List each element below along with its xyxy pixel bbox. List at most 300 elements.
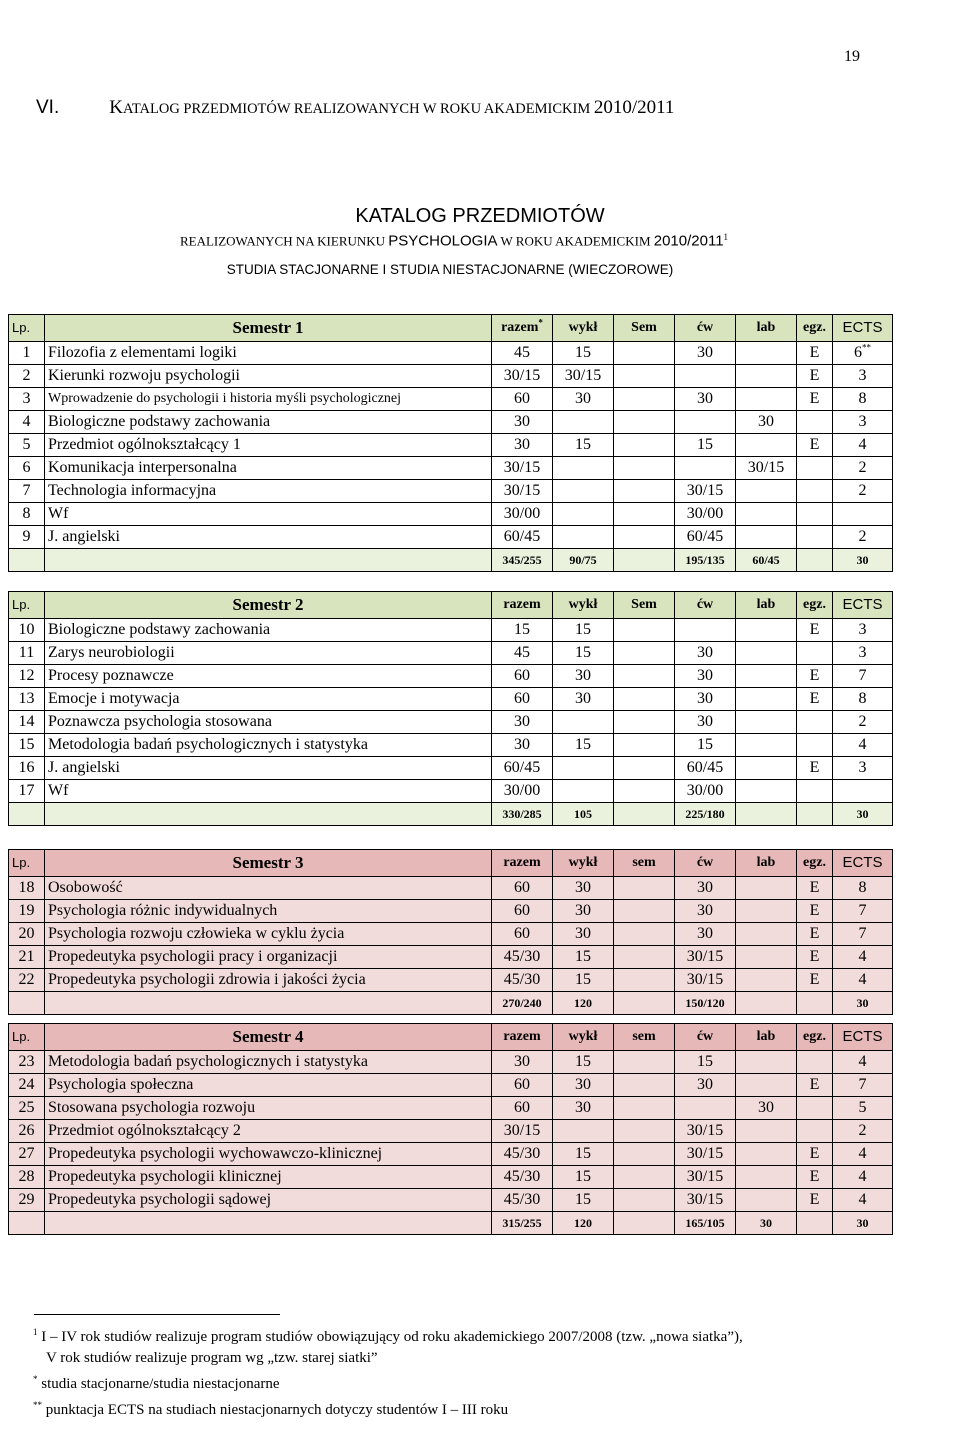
table-header-row (9, 315, 893, 342)
table-row (9, 1051, 893, 1074)
cell-name: Metodologia badań psychologicznych i statystyka (45, 734, 492, 757)
semester-title: Semestr 2 (45, 592, 492, 619)
cell-wykl: 15 (553, 642, 614, 665)
cell-razem: 30 (492, 1051, 553, 1074)
cell-name: Wprowadzenie do psychologii i historia myśli psychologicznej (45, 388, 492, 411)
cell-ects: 3 (833, 642, 893, 665)
cell-cw: 30 (675, 900, 736, 923)
table-row (9, 1120, 893, 1143)
cell-ects (833, 342, 893, 365)
summary-sem (614, 549, 675, 572)
catalog-subtitle-year: 2010/2011 (653, 232, 724, 250)
cell-lab: 30 (736, 1097, 797, 1120)
summary-sem (614, 1212, 675, 1235)
cell-lab (736, 711, 797, 734)
cell-egz: E (797, 619, 833, 642)
cell-name: Komunikacja interpersonalna (45, 457, 492, 480)
cell-ects: 3 (833, 757, 893, 780)
cell-egz: E (797, 1166, 833, 1189)
column-header-sem: Sem (614, 315, 675, 342)
cell-sem (614, 946, 675, 969)
summary-egz (797, 1212, 833, 1235)
cell-lab (736, 1074, 797, 1097)
table-row (9, 411, 893, 434)
cell-ects: 3 (833, 411, 893, 434)
cell-wykl: 15 (553, 1189, 614, 1212)
cell-lab (736, 734, 797, 757)
cell-cw: 30/15 (675, 1189, 736, 1212)
cell-razem: 60 (492, 1097, 553, 1120)
cell-egz: E (797, 1074, 833, 1097)
column-header-razem: razem (492, 592, 553, 619)
column-header-sem: Sem (614, 592, 675, 619)
cell-cw (675, 619, 736, 642)
cell-lab (736, 342, 797, 365)
cell-cw: 30 (675, 665, 736, 688)
cell-lab (736, 1051, 797, 1074)
cell-ects: 7 (833, 665, 893, 688)
summary-cw: 195/135 (675, 549, 736, 572)
cell-lp: 6 (9, 457, 45, 480)
cell-wykl (553, 757, 614, 780)
column-header-wykl: wykł (553, 850, 614, 877)
table-row (9, 619, 893, 642)
catalog-subtitle-field: PSYCHOLOGIA (388, 232, 498, 250)
footnote-3 (33, 1395, 743, 1421)
cell-name: Biologiczne podstawy zachowania (45, 411, 492, 434)
summary-empty-lp (9, 992, 45, 1015)
table-header-row (9, 850, 893, 877)
table-row (9, 900, 893, 923)
cell-razem: 30/15 (492, 457, 553, 480)
summary-empty-lp (9, 549, 45, 572)
column-header-lab: lab (736, 1024, 797, 1051)
cell-lab (736, 619, 797, 642)
chapter-heading (36, 97, 674, 119)
cell-name: Psychologia różnic indywidualnych (45, 900, 492, 923)
cell-egz (797, 457, 833, 480)
summary-razem: 270/240 (492, 992, 553, 1015)
footnote-ref-double-star: ** (862, 342, 871, 353)
cell-ects: 7 (833, 923, 893, 946)
cell-sem (614, 1166, 675, 1189)
chapter-title-year: 2010/2011 (593, 97, 675, 118)
table-row (9, 946, 893, 969)
table-row (9, 457, 893, 480)
table-row (9, 734, 893, 757)
page-number: 19 (844, 48, 860, 65)
cell-ects: 4 (833, 1143, 893, 1166)
cell-cw (675, 457, 736, 480)
cell-name: Filozofia z elementami logiki (45, 342, 492, 365)
cell-lp: 21 (9, 946, 45, 969)
summary-razem: 315/255 (492, 1212, 553, 1235)
footnote-ref-1: 1 (723, 232, 729, 242)
cell-wykl: 15 (553, 342, 614, 365)
table-row (9, 365, 893, 388)
cell-egz: E (797, 757, 833, 780)
cell-razem: 45 (492, 342, 553, 365)
cell-name: Psychologia społeczna (45, 1074, 492, 1097)
cell-egz: E (797, 342, 833, 365)
table-row (9, 1074, 893, 1097)
cell-ects: 2 (833, 457, 893, 480)
summary-cw: 225/180 (675, 803, 736, 826)
cell-lab (736, 877, 797, 900)
cell-cw: 30/15 (675, 480, 736, 503)
cell-ects: 2 (833, 526, 893, 549)
cell-razem: 45 (492, 642, 553, 665)
cell-lab (736, 688, 797, 711)
cell-cw: 30/15 (675, 946, 736, 969)
cell-wykl: 15 (553, 1166, 614, 1189)
column-header-cw: ćw (675, 850, 736, 877)
column-header-sem: sem (614, 850, 675, 877)
cell-lp: 23 (9, 1051, 45, 1074)
cell-sem (614, 969, 675, 992)
table-row (9, 757, 893, 780)
cell-egz: E (797, 969, 833, 992)
table-header-row (9, 1024, 893, 1051)
cell-razem: 60/45 (492, 526, 553, 549)
column-header-lab: lab (736, 315, 797, 342)
cell-sem (614, 711, 675, 734)
cell-lab: 30 (736, 411, 797, 434)
table-summary-row (9, 992, 893, 1015)
cell-lp: 7 (9, 480, 45, 503)
column-header-egz: egz. (797, 592, 833, 619)
cell-razem: 30 (492, 411, 553, 434)
table-summary-row (9, 803, 893, 826)
cell-ects: 2 (833, 1120, 893, 1143)
table-row (9, 1097, 893, 1120)
catalog-title: KATALOG PRZEDMIOTÓW (355, 205, 605, 227)
semester-title: Semestr 3 (45, 850, 492, 877)
chapter-title-initial: K (109, 97, 123, 118)
cell-name: Metodologia badań psychologicznych i statystyka (45, 1051, 492, 1074)
cell-wykl: 15 (553, 619, 614, 642)
cell-cw: 30/15 (675, 1143, 736, 1166)
cell-sem (614, 526, 675, 549)
cell-egz (797, 526, 833, 549)
semester-title: Semestr 4 (45, 1024, 492, 1051)
cell-razem: 30/15 (492, 1120, 553, 1143)
column-header-cw: ćw (675, 315, 736, 342)
cell-lp: 24 (9, 1074, 45, 1097)
cell-lp: 3 (9, 388, 45, 411)
cell-name: Wf (45, 503, 492, 526)
cell-razem: 45/30 (492, 1189, 553, 1212)
cell-lab (736, 1166, 797, 1189)
chapter-number: VI. (36, 97, 60, 118)
cell-sem (614, 480, 675, 503)
table-row (9, 480, 893, 503)
cell-wykl: 30 (553, 1097, 614, 1120)
cell-sem (614, 342, 675, 365)
cell-razem: 30 (492, 734, 553, 757)
table-row (9, 342, 893, 365)
cell-cw: 15 (675, 734, 736, 757)
cell-ects: 4 (833, 734, 893, 757)
cell-razem: 60 (492, 877, 553, 900)
cell-razem: 60 (492, 388, 553, 411)
footnotes (33, 1322, 743, 1421)
footnote-3-text: punktacja ECTS na studiach niestacjonarnych dotyczy studentów I – III roku (42, 1402, 509, 1418)
cell-lab (736, 1189, 797, 1212)
cell-wykl (553, 711, 614, 734)
cell-wykl: 15 (553, 969, 614, 992)
cell-lab: 30/15 (736, 457, 797, 480)
cell-sem (614, 757, 675, 780)
cell-sem (614, 688, 675, 711)
semester-2-table (8, 591, 893, 826)
cell-cw: 30/00 (675, 780, 736, 803)
cell-cw: 30/15 (675, 1120, 736, 1143)
cell-wykl (553, 411, 614, 434)
cell-sem (614, 503, 675, 526)
cell-lp: 22 (9, 969, 45, 992)
cell-sem (614, 1051, 675, 1074)
cell-name: Poznawcza psychologia stosowana (45, 711, 492, 734)
cell-cw: 30 (675, 923, 736, 946)
cell-razem: 30 (492, 434, 553, 457)
column-header-lab: lab (736, 592, 797, 619)
chapter-title: ATALOG PRZEDMIOTÓW REALIZOWANYCH W ROKU AKADEMICKIM (122, 101, 594, 117)
cell-ects: 5 (833, 1097, 893, 1120)
catalog-subtitle-part-a: REALIZOWANYCH NA KIERUNKU (179, 233, 389, 249)
table-summary-row (9, 549, 893, 572)
footnote-1-text: I – IV rok studiów realizuje program studiów obowiązujący od roku akademickiego 2007/2008 (tzw. „nowa siatka”), (37, 1329, 743, 1345)
table-row (9, 526, 893, 549)
cell-cw: 15 (675, 1051, 736, 1074)
cell-egz (797, 411, 833, 434)
cell-name: Osobowość (45, 877, 492, 900)
column-header-lp: Lp. (9, 315, 45, 342)
semester-1-table (8, 314, 893, 572)
cell-sem (614, 734, 675, 757)
summary-cw: 150/120 (675, 992, 736, 1015)
cell-razem: 45/30 (492, 1143, 553, 1166)
cell-razem: 60/45 (492, 757, 553, 780)
cell-sem (614, 1143, 675, 1166)
cell-lab (736, 1143, 797, 1166)
cell-sem (614, 411, 675, 434)
cell-ects: 2 (833, 480, 893, 503)
column-header-razem: razem (492, 850, 553, 877)
table-row (9, 1143, 893, 1166)
cell-sem (614, 619, 675, 642)
cell-name: Propedeutyka psychologii pracy i organizacji (45, 946, 492, 969)
cell-lab (736, 526, 797, 549)
cell-cw: 30 (675, 877, 736, 900)
summary-wykl: 105 (553, 803, 614, 826)
column-header-egz: egz. (797, 850, 833, 877)
cell-lp: 10 (9, 619, 45, 642)
cell-lab (736, 388, 797, 411)
table-row (9, 780, 893, 803)
summary-ects: 30 (833, 549, 893, 572)
summary-egz (797, 803, 833, 826)
cell-egz (797, 1120, 833, 1143)
column-header-ects: ECTS (833, 315, 893, 342)
cell-ects: 8 (833, 388, 893, 411)
cell-razem: 45/30 (492, 1166, 553, 1189)
cell-ects: 2 (833, 711, 893, 734)
cell-cw: 30/15 (675, 1166, 736, 1189)
cell-cw: 30/00 (675, 503, 736, 526)
column-header-razem (492, 315, 553, 342)
cell-lab (736, 946, 797, 969)
cell-lp: 20 (9, 923, 45, 946)
cell-cw (675, 365, 736, 388)
cell-razem: 15 (492, 619, 553, 642)
cell-sem (614, 1074, 675, 1097)
cell-name: Stosowana psychologia rozwoju (45, 1097, 492, 1120)
cell-lp: 15 (9, 734, 45, 757)
cell-ects: 7 (833, 900, 893, 923)
summary-wykl: 120 (553, 992, 614, 1015)
cell-razem: 45/30 (492, 946, 553, 969)
cell-wykl: 30 (553, 877, 614, 900)
summary-empty-name (45, 549, 492, 572)
cell-name: Wf (45, 780, 492, 803)
cell-lp: 14 (9, 711, 45, 734)
table-summary-row (9, 1212, 893, 1235)
cell-ects (833, 780, 893, 803)
cell-cw: 60/45 (675, 526, 736, 549)
cell-sem (614, 1097, 675, 1120)
column-header-cw: ćw (675, 592, 736, 619)
table-row (9, 877, 893, 900)
cell-egz (797, 1051, 833, 1074)
column-header-lp: Lp. (9, 592, 45, 619)
cell-cw: 60/45 (675, 757, 736, 780)
cell-egz (797, 642, 833, 665)
cell-egz: E (797, 365, 833, 388)
cell-lab (736, 969, 797, 992)
summary-cw: 165/105 (675, 1212, 736, 1235)
cell-sem (614, 388, 675, 411)
column-header-lp: Lp. (9, 850, 45, 877)
footnote-ref-star: * (538, 317, 543, 328)
cell-wykl: 30 (553, 1074, 614, 1097)
cell-razem: 30/00 (492, 780, 553, 803)
summary-empty-name (45, 803, 492, 826)
cell-lab (736, 923, 797, 946)
cell-razem: 60 (492, 665, 553, 688)
cell-cw: 30 (675, 642, 736, 665)
cell-ects: 4 (833, 946, 893, 969)
summary-lab: 30 (736, 1212, 797, 1235)
cell-cw: 30 (675, 1074, 736, 1097)
cell-sem (614, 1189, 675, 1212)
summary-lab (736, 803, 797, 826)
cell-razem: 30/00 (492, 503, 553, 526)
cell-lp: 11 (9, 642, 45, 665)
cell-egz (797, 503, 833, 526)
column-header-ects: ECTS (833, 592, 893, 619)
summary-empty-name (45, 1212, 492, 1235)
cell-ects: 4 (833, 1189, 893, 1212)
cell-egz (797, 1097, 833, 1120)
column-header-razem: razem (492, 1024, 553, 1051)
cell-wykl: 30 (553, 665, 614, 688)
cell-egz: E (797, 877, 833, 900)
cell-name: Kierunki rozwoju psychologii (45, 365, 492, 388)
table-row (9, 1189, 893, 1212)
cell-ects: 7 (833, 1074, 893, 1097)
cell-lp: 26 (9, 1120, 45, 1143)
cell-egz: E (797, 665, 833, 688)
cell-lab (736, 642, 797, 665)
cell-egz: E (797, 388, 833, 411)
cell-egz: E (797, 1189, 833, 1212)
cell-sem (614, 780, 675, 803)
cell-sem (614, 923, 675, 946)
cell-ects: 4 (833, 969, 893, 992)
summary-ects: 30 (833, 992, 893, 1015)
cell-wykl: 15 (553, 434, 614, 457)
cell-wykl (553, 457, 614, 480)
cell-lab (736, 503, 797, 526)
cell-razem: 60 (492, 923, 553, 946)
cell-razem: 45/30 (492, 969, 553, 992)
footnote-separator (34, 1314, 280, 1315)
cell-lp: 12 (9, 665, 45, 688)
cell-lp: 29 (9, 1189, 45, 1212)
footnote-1 (33, 1322, 743, 1348)
cell-lp: 17 (9, 780, 45, 803)
cell-egz: E (797, 900, 833, 923)
footnote-2 (33, 1369, 743, 1395)
cell-name: Przedmiot ogólnokształcący 1 (45, 434, 492, 457)
cell-cw: 30/15 (675, 969, 736, 992)
cell-lp: 1 (9, 342, 45, 365)
cell-name: Emocje i motywacja (45, 688, 492, 711)
cell-cw: 30 (675, 711, 736, 734)
cell-name: Biologiczne podstawy zachowania (45, 619, 492, 642)
cell-sem (614, 1120, 675, 1143)
cell-sem (614, 877, 675, 900)
cell-name: J. angielski (45, 757, 492, 780)
cell-name: J. angielski (45, 526, 492, 549)
footnote-3-mark: ** (33, 1400, 42, 1410)
cell-name: Propedeutyka psychologii klinicznej (45, 1166, 492, 1189)
table-row (9, 688, 893, 711)
table-row (9, 642, 893, 665)
column-header-lab: lab (736, 850, 797, 877)
cell-lp: 2 (9, 365, 45, 388)
cell-wykl: 15 (553, 734, 614, 757)
cell-wykl: 15 (553, 946, 614, 969)
cell-sem (614, 642, 675, 665)
cell-wykl: 15 (553, 1143, 614, 1166)
cell-name: Propedeutyka psychologii zdrowia i jakości życia (45, 969, 492, 992)
cell-name: Psychologia rozwoju człowieka w cyklu życia (45, 923, 492, 946)
cell-egz: E (797, 688, 833, 711)
column-header-wykl: wykł (553, 1024, 614, 1051)
table-row (9, 434, 893, 457)
cell-lp: 8 (9, 503, 45, 526)
footnote-2-text: studia stacjonarne/studia niestacjonarne (37, 1376, 280, 1392)
cell-wykl (553, 480, 614, 503)
catalog-subtitle-part-c: W ROKU AKADEMICKIM (497, 233, 654, 249)
summary-wykl: 120 (553, 1212, 614, 1235)
cell-lab (736, 480, 797, 503)
cell-wykl (553, 526, 614, 549)
column-header-cw: ćw (675, 1024, 736, 1051)
summary-razem: 330/285 (492, 803, 553, 826)
